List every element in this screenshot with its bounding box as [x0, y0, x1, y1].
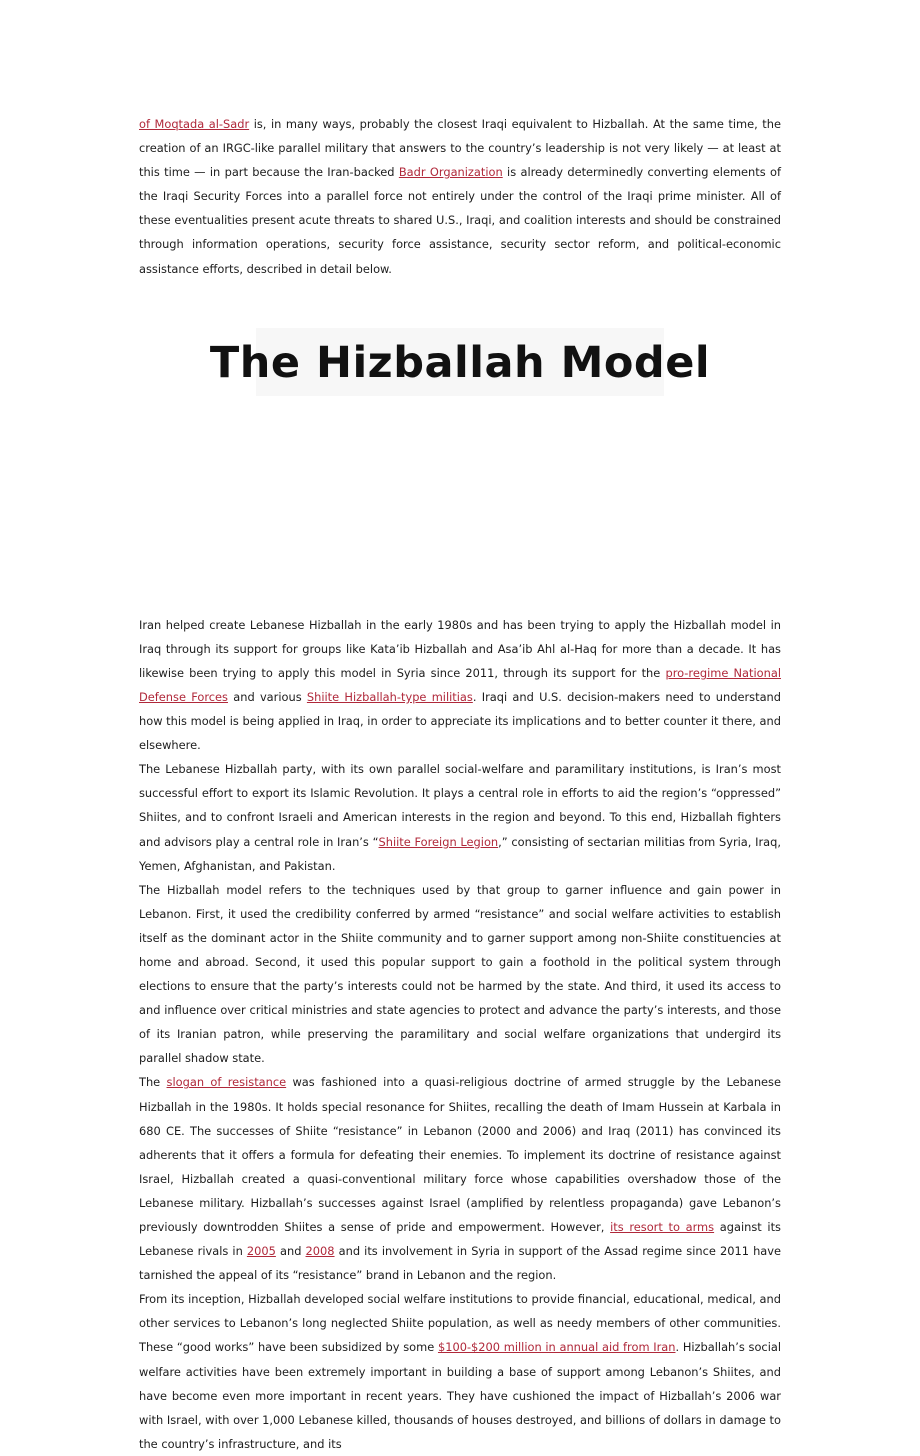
paragraph-text: The Lebanese Hizballah party, with its own parallel social-welfare and paramilitary institutions, is Iran’s most successful effort to export its Islamic Revolution. It plays a central role in efforts to aid the region’s “oppressed” Shiites, and to confront Israeli and American interests in the region and beyond. To this end, Hizballah fighters and advisors play a central role in Iran’s “ — [139, 762, 781, 849]
link-slogan-of-resistance[interactable]: slogan of resistance — [166, 1075, 287, 1090]
paragraph-resistance — [139, 1070, 781, 1287]
paragraph-model-techniques — [139, 878, 781, 1071]
paragraph-text: against its Lebanese rivals in — [139, 1220, 781, 1259]
paragraph-text: . Iraqi and U.S. decision-makers need to understand how this model is being applied in Iraq, in order to appreciate its implications and to better counter it there, and elsewhere. — [139, 689, 781, 753]
paragraph-text: and — [275, 1244, 306, 1259]
link-moqtada-al-sadr[interactable]: of Moqtada al-Sadr — [139, 117, 250, 131]
paragraph-text: . Hizballah’s social welfare activities have been extremely important in building a base of support among Lebanon’s Shiites, and have become even more important in recent years. They have cushioned the impact of Hizballah’s 2006 war with Israel, with over 1,000 Lebanese killed, thousands of houses destroyed, and billions of dollars in damage to the country’s infrastructure, and its — [139, 1340, 782, 1451]
link-shiite-foreign-legion[interactable]: Shiite Foreign Legion — [378, 834, 499, 849]
link-2005[interactable]: 2005 — [246, 1244, 276, 1259]
link-annual-aid-from-iran[interactable]: $100-$200 million in annual aid from Iran — [437, 1340, 676, 1355]
link-badr-organization[interactable]: Badr Organization — [398, 165, 503, 180]
paragraph-text: was fashioned into a quasi-religious doctrine of armed struggle by the Lebanese Hizballah in the 1980s. It holds special resonance for Shiites, recalling the death of Imam Hussein at Karbala in 680 CE. The successes of Shiite “resistance” in Lebanon (2000 and 2006) and Iraq (2011) has convinced its adherents that it offers a formula for defeating their enemies. To implement its doctrine of resistance against Israel, Hizballah created a quasi-conventional military force whose capabilities overshadow those of the Lebanese military. Hizballah’s successes against Israel (amplified by relentless propaganda) gave Lebanon’s previously downtrodden Shiites a sense of pride and empowerment. However, — [139, 1075, 781, 1234]
paragraph-social-welfare — [139, 1287, 781, 1456]
paragraph-lebanese-hizballah — [139, 757, 781, 877]
paragraph-text: ,” consisting of sectarian militias from Syria, Iraq, Yemen, Afghanistan, and Pakistan. — [139, 834, 781, 873]
paragraph-text: is, in many ways, probably the closest Iraqi equivalent to Hizballah. At the same time, the creation of an IRGC-like parallel military that answers to the country’s leadership is not very likely — at least at this time — in part because the Iran-backed — [139, 117, 781, 180]
paragraph-text: and its involvement in Syria in support of the Assad regime since 2011 have tarnished the appeal of its “resistance” brand in Lebanon and the region. — [139, 1244, 782, 1283]
paragraph-text: and various — [227, 689, 307, 704]
paragraph-hizballah-model-intro — [139, 613, 781, 758]
link-resort-to-arms[interactable]: its resort to arms — [610, 1220, 715, 1234]
paragraph-text: The — [139, 1075, 167, 1090]
paragraph-text: The Hizballah model refers to the techniques used by that group to garner influence and gain power in Lebanon. First, it used the credibility conferred by armed “resistance” and social welfare activities to establish itself as the dominant actor in the Shiite community and to garner support among non-Shiite constituencies at home and abroad. Second, it used this popular support to gain a foothold in the political system through elections to ensure that the party’s interests could not be harmed by the state. And third, it used its access to and influence over critical ministries and state agencies to protect and advance the party’s interests, and those of its Iranian patron, while preserving the paramilitary and social welfare organizations that undergird its parallel shadow state. — [139, 882, 781, 1066]
link-2008[interactable]: 2008 — [305, 1244, 335, 1259]
paragraph-text: is already determinedly converting elements of the Iraqi Security Forces into a parallel force not entirely under the control of the Iraqi prime minister. All of these eventualities present acute threats to shared U.S., Iraqi, and coalition interests and should be constrained through information operations, security force assistance, security sector reform, and political-economic assistance efforts, described in detail below. — [139, 165, 781, 276]
heading-section — [139, 281, 781, 613]
paragraph-intro — [139, 112, 781, 281]
link-national-defense-forces[interactable]: pro-regime National Defense Forces — [139, 665, 781, 704]
link-shiite-militias[interactable]: Shiite Hizballah-type militias — [306, 689, 473, 704]
article-body — [139, 112, 781, 1456]
section-heading: The Hizballah Model — [209, 337, 711, 388]
paragraph-text: From its inception, Hizballah developed social welfare institutions to provide financial, educational, medical, and other services to Lebanon’s long neglected Shiite population, as well as needy members of other communities. These “good works” have been subsidized by some — [139, 1292, 781, 1355]
paragraph-text: Iran helped create Lebanese Hizballah in the early 1980s and has been trying to apply the Hizballah model in Iraq through its support for groups like Kata’ib Hizballah and Asa’ib Ahl al-Haq for more than a decade. It has likewise been trying to apply this model in Syria since 2011, through its support for the — [139, 617, 781, 680]
